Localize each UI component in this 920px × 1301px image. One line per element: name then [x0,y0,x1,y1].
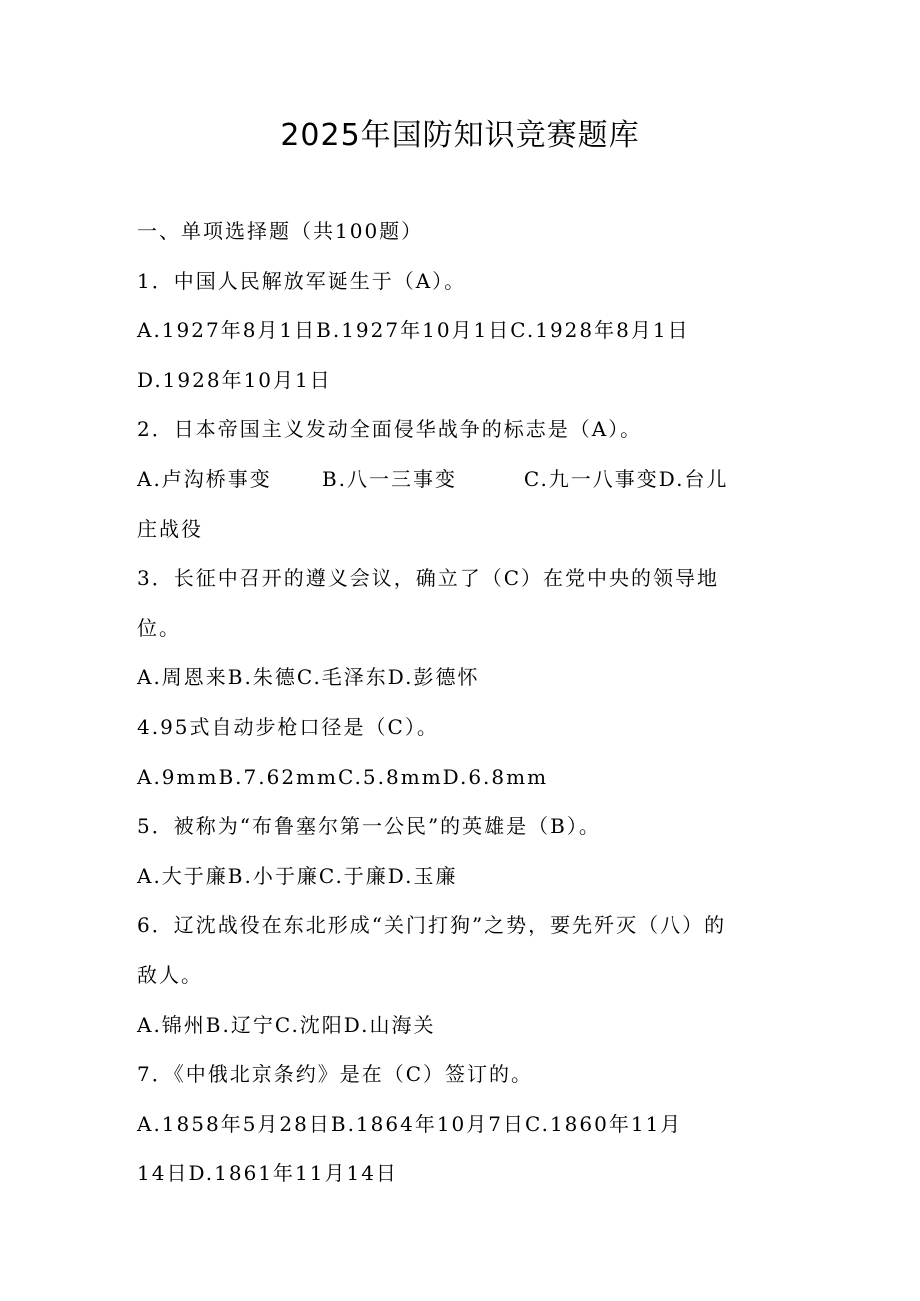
question-list [137,207,787,1199]
question-4-options: A.9mmB.7.62mmC.5.8mmD.6.8mm [137,764,549,789]
question-7-options-cont: 14日D.1861年11月14日 [137,1161,398,1186]
document-title: 2025年国防知识竞赛题库 [280,118,640,153]
section-heading: 一、单项选择题（共100题） [137,219,424,243]
question-6-cont: 敌人。 [137,962,203,987]
question-2: 2．日本帝国主义发动全面侵华战争的标志是（A）。 [137,417,643,442]
question-7: 7．《中俄北京条约》是在（C）签订的。 [137,1062,534,1087]
question-3-cont: 位。 [137,615,181,640]
question-4: 4.95式自动步枪口径是（C）。 [137,714,439,739]
question-7-options: A.1858年5月28日B.1864年10月7日C.1860年11月 [137,1111,683,1136]
question-1-options-cont: D.1928年10月1日 [137,367,332,392]
question-5: 5．被称为“布鲁塞尔第一公民”的英雄是（B）。 [137,814,601,839]
question-6: 6．辽沈战役在东北形成“关门打狗”之势，要先歼灭（八）的 [137,913,727,938]
question-3: 3．长征中召开的遵义会议，确立了（C）在党中央的领导地 [137,566,720,591]
question-2-options-cont: 庄战役 [137,516,203,541]
question-1-options: A.1927年8月1日B.1927年10月1日C.1928年8月1日 [137,318,690,343]
question-2-options: A.卢沟桥事变 B.八一三事变 C.九一八事变D.台儿 [137,466,729,491]
question-5-options: A.大于廉B.小于廉C.于廉D.玉廉 [137,863,458,888]
question-3-options: A.周恩来B.朱德C.毛泽东D.彭德怀 [137,665,480,690]
question-6-options: A.锦州B.辽宁C.沈阳D.山海关 [137,1012,436,1037]
question-1: 1．中国人民解放军诞生于（A）。 [137,268,467,293]
